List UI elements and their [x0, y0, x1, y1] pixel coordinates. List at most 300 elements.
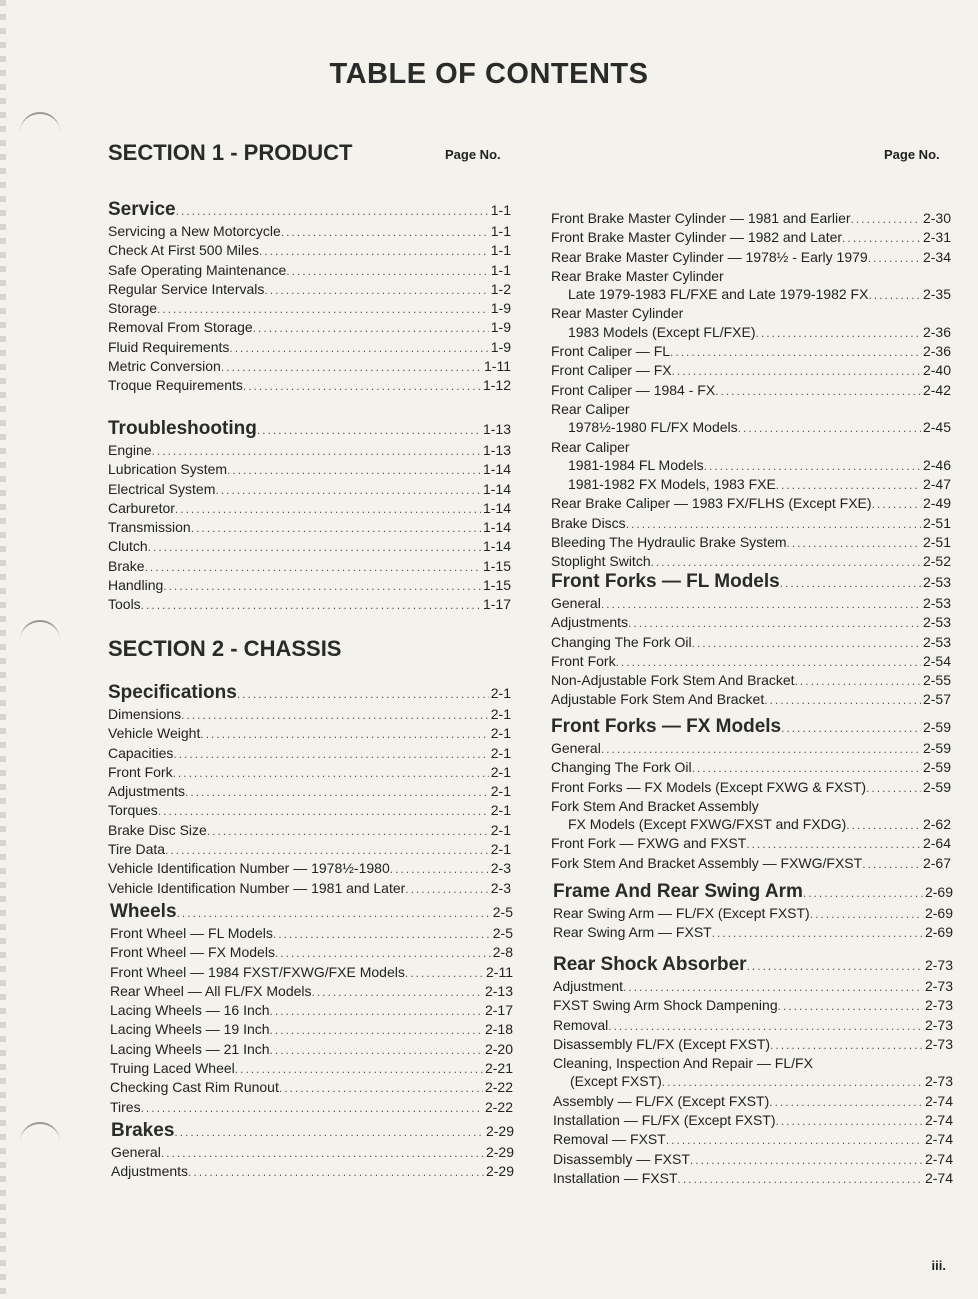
toc-page-number: 2-21: [484, 1060, 513, 1077]
toc-entry-label: Regular Service Intervals: [108, 280, 265, 297]
toc-entry-label: Brake Disc Size: [108, 821, 207, 838]
dot-leader: [185, 783, 489, 801]
toc-entry: [108, 557, 511, 576]
toc-entry: [110, 982, 513, 1001]
dot-leader: [227, 461, 481, 479]
toc-page-number: 2-59: [922, 778, 951, 795]
toc-entry-label: Front Brake Master Cylinder — 1982 and Later: [551, 229, 843, 246]
toc-page-number: 2-69: [924, 905, 953, 921]
dot-leader: [738, 419, 921, 437]
toc-page-number: 1-13: [482, 442, 511, 458]
toc-entry: [108, 879, 511, 898]
group-brakes-continued: [551, 209, 951, 572]
toc-heading-entry: [551, 716, 951, 739]
toc-page-number: 2-73: [924, 1073, 953, 1090]
toc-page-number: 2-34: [922, 248, 951, 265]
dot-leader: [177, 902, 491, 924]
toc-entry-label: Truing Laced Wheel: [110, 1060, 235, 1077]
toc-entry-label: Vehicle Identification Number — 1978½-1980: [108, 860, 390, 877]
dot-leader: [257, 419, 481, 441]
toc-page-number: 2-53: [922, 574, 951, 590]
dot-leader: [764, 691, 921, 709]
dot-leader: [672, 362, 921, 380]
toc-entry-label: General: [111, 1144, 161, 1160]
toc-entry-label: Stoplight Switch: [551, 553, 651, 570]
dot-leader: [601, 740, 921, 758]
section-1-title: SECTION 1 - PRODUCT: [108, 140, 353, 165]
toc-entry: [108, 338, 511, 357]
toc-page-number: 1-15: [482, 557, 511, 574]
dot-leader: [273, 925, 491, 943]
toc-page-number: 2-8: [492, 944, 513, 961]
toc-entry-label: FXST Swing Arm Shock Dampening: [553, 997, 778, 1014]
toc-entry: [108, 840, 511, 859]
toc-entry-label: Carburetor: [108, 499, 175, 516]
dot-leader: [275, 944, 491, 962]
toc-entry: [108, 821, 511, 840]
toc-page-number: 2-42: [922, 381, 951, 398]
toc-page-number: 1-1: [490, 261, 511, 278]
toc-entry-label: Rear Master Cylinder: [551, 305, 684, 322]
toc-entry-label: Front Brake Master Cylinder — 1981 and Earlier: [551, 210, 851, 226]
page-number: iii.: [931, 1258, 946, 1273]
toc-entry-label: Check At First 500 Miles: [108, 242, 259, 259]
binder-hole: [20, 620, 60, 652]
dot-leader: [152, 442, 481, 460]
toc-entry-label: 1978½-1980 FL/FX Models: [568, 419, 738, 436]
toc-page-number: 1-12: [482, 377, 511, 394]
toc-entry-label: Rear Brake Master Cylinder — 1978½ - Early 1979: [551, 248, 868, 265]
toc-page-number: 2-17: [484, 1002, 513, 1019]
toc-page-number: 2-11: [486, 963, 513, 980]
toc-entry-label: Non-Adjustable Fork Stem And Bracket: [551, 672, 795, 689]
dot-leader: [776, 476, 921, 494]
toc-entry: [108, 376, 511, 395]
dot-leader: [623, 978, 923, 996]
toc-page-number: 2-46: [922, 456, 951, 473]
toc-entry-label: Fork Stem And Bracket Assembly — FXWG/FXST: [551, 854, 863, 871]
toc-page-number: 2-3: [490, 860, 511, 877]
toc-entry: [108, 499, 511, 518]
toc-page-number: 2-1: [490, 725, 511, 742]
dot-leader: [279, 1079, 483, 1097]
toc-entry: [553, 904, 953, 923]
toc-entry: [110, 1059, 513, 1078]
toc-page-number: 2-5: [492, 904, 513, 920]
toc-entry: [110, 924, 513, 943]
toc-entry-label: Late 1979-1983 FL/FXE and Late 1979-1982 FX: [568, 286, 869, 303]
dot-leader: [173, 745, 488, 763]
toc-page-number: 2-1: [490, 783, 511, 800]
toc-page-number: 2-22: [484, 1079, 513, 1096]
toc-entry: [551, 456, 951, 475]
toc-page-number: 2-1: [490, 763, 511, 780]
dot-leader: [746, 835, 921, 853]
toc-entry-label: Servicing a New Motorcycle: [108, 223, 281, 239]
group-troubleshooting: [108, 418, 511, 615]
toc-entry-label: Lacing Wheels — 19 Inch: [110, 1021, 270, 1038]
toc-page-number: 2-1: [490, 706, 511, 722]
toc-entry-label: Front Forks — FX Models (Except FXWG & FXST): [551, 778, 867, 795]
toc-entry-label: Vehicle Identification Number — 1981 and Later: [108, 879, 406, 896]
dot-leader: [862, 855, 921, 873]
dot-leader: [692, 759, 921, 777]
dot-leader: [221, 358, 482, 376]
dot-leader: [776, 1112, 923, 1130]
toc-entry-label: Adjustable Fork Stem And Bracket: [551, 691, 765, 708]
dot-leader: [692, 634, 921, 652]
toc-page-number: 2-29: [485, 1123, 514, 1139]
toc-entry: [551, 778, 951, 797]
dot-leader: [868, 249, 921, 267]
dot-leader: [229, 339, 488, 357]
dot-leader: [795, 672, 921, 690]
toc-entry-label: Checking Cast Rim Runout: [110, 1079, 279, 1096]
toc-page-number: 2-53: [922, 614, 951, 631]
toc-entry: [553, 1054, 953, 1072]
toc-page-number: 2-1: [490, 802, 511, 819]
toc-entry: [551, 438, 951, 456]
toc-entry: [551, 690, 951, 709]
toc-entry-label: Troque Requirements: [108, 377, 243, 394]
toc-entry-label: Rear Caliper: [551, 438, 630, 455]
toc-page-number: 2-62: [922, 816, 951, 833]
toc-page-number: 2-30: [922, 210, 951, 226]
toc-page-number: 2-51: [922, 514, 951, 531]
dot-leader: [747, 955, 923, 977]
toc-entry: [551, 418, 951, 437]
dot-leader: [670, 343, 921, 361]
toc-entry: [108, 299, 511, 318]
toc-page-number: 2-73: [924, 997, 953, 1014]
toc-entry-label: Changing The Fork Oil: [551, 633, 692, 650]
toc-heading-label: Rear Shock Absorber: [553, 954, 747, 975]
dot-leader: [163, 577, 481, 595]
toc-entry-label: Capacities: [108, 744, 174, 761]
toc-entry-label: Rear Swing Arm — FXST: [553, 924, 712, 941]
dot-leader: [270, 1041, 483, 1059]
toc-entry-label: Adjustments: [111, 1163, 189, 1180]
dot-leader: [651, 553, 921, 571]
toc-page-number: 2-73: [924, 1016, 953, 1033]
toc-page-number: 2-69: [924, 884, 953, 900]
dot-leader: [405, 964, 484, 982]
toc-entry: [553, 977, 953, 996]
toc-page-number: 2-20: [484, 1040, 513, 1057]
toc-page-number: 1-13: [482, 421, 511, 437]
toc-entry: [110, 963, 513, 982]
toc-page-number: 2-59: [922, 740, 951, 756]
toc-entry: [108, 460, 511, 479]
group-front-forks-fx: [551, 716, 951, 873]
binder-hole: [20, 112, 60, 144]
toc-page-number: 1-1: [490, 202, 511, 218]
toc-entry-label: Front Caliper — FL: [551, 343, 671, 360]
toc-page-number: 1-9: [490, 300, 511, 317]
toc-entry: [551, 400, 951, 418]
toc-entry-label: Disassembly — FXST: [553, 1150, 690, 1167]
toc-entry: [108, 357, 511, 376]
toc-page-number: 2-74: [924, 1131, 953, 1148]
toc-page-number: 2-47: [922, 476, 951, 493]
toc-entry: [551, 323, 951, 342]
page-no-header-left: Page No.: [445, 147, 501, 162]
toc-page-number: 2-73: [924, 1035, 953, 1052]
toc-heading-entry: [108, 682, 511, 705]
toc-entry-label: Changing The Fork Oil: [551, 759, 692, 776]
toc-entry-label: Rear Brake Caliper — 1983 FX/FLHS (Except FXE): [551, 495, 872, 512]
toc-entry: [108, 518, 511, 537]
toc-entry: [108, 537, 511, 556]
dot-leader: [237, 683, 489, 705]
toc-entry-label: Removal: [553, 1016, 609, 1033]
toc-page-number: 2-1: [490, 841, 511, 858]
toc-page-number: 2-40: [922, 362, 951, 379]
toc-page-number: 2-67: [922, 854, 951, 871]
toc-entry-label: Clutch: [108, 538, 148, 555]
toc-entry-label: Adjustments: [551, 614, 629, 631]
dot-leader: [270, 1021, 483, 1039]
toc-page-number: 2-73: [924, 978, 953, 994]
toc-entry: [108, 576, 511, 595]
toc-entry: [108, 280, 511, 299]
toc-entry-label: Front Fork: [108, 763, 173, 780]
toc-entry: [111, 1162, 514, 1181]
toc-entry-label: General: [551, 740, 601, 756]
dot-leader: [616, 653, 921, 671]
toc-entry: [108, 782, 511, 801]
toc-page-number: 2-1: [490, 744, 511, 761]
toc-heading-entry: [553, 954, 953, 977]
toc-entry: [551, 594, 951, 613]
dot-leader: [286, 262, 489, 280]
toc-entry: [110, 943, 513, 962]
dot-leader: [141, 1099, 483, 1117]
group-frame-swing-arm: [553, 881, 953, 943]
toc-entry-label: Front Fork: [551, 652, 616, 669]
toc-entry-label: Front Caliper — 1984 - FX: [551, 381, 716, 398]
toc-page-number: 2-22: [484, 1098, 513, 1115]
toc-entry-label: Removal From Storage: [108, 319, 253, 336]
toc-entry-label: General: [551, 595, 601, 611]
dot-leader: [175, 500, 481, 518]
toc-heading-entry: [110, 901, 513, 924]
dot-leader: [787, 534, 921, 552]
toc-page-number: 2-36: [922, 343, 951, 360]
toc-page-number: 2-73: [924, 957, 953, 973]
toc-entry: [108, 724, 511, 743]
toc-entry: [110, 1020, 513, 1039]
group-rear-shock: [553, 954, 953, 1188]
toc-entry: [110, 1040, 513, 1059]
toc-entry-label: Electrical System: [108, 480, 216, 497]
toc-entry: [551, 381, 951, 400]
toc-entry-label: Dimensions: [108, 706, 182, 722]
toc-page-number: 2-45: [922, 419, 951, 436]
toc-page-number: 2-74: [924, 1150, 953, 1167]
toc-page-number: 2-3: [490, 879, 511, 896]
dot-leader: [259, 242, 489, 260]
toc-entry: [551, 613, 951, 632]
dot-leader: [161, 1144, 484, 1162]
toc-entry: [551, 633, 951, 652]
dot-leader: [243, 377, 481, 395]
toc-page-number: 2-74: [924, 1112, 953, 1129]
toc-page-number: 2-53: [922, 595, 951, 611]
toc-entry-label: Transmission: [108, 519, 191, 536]
toc-heading-label: Troubleshooting: [108, 418, 257, 439]
dot-leader: [780, 572, 921, 594]
toc-entry-label: (Except FXST): [570, 1073, 662, 1090]
toc-entry-label: Brake Discs: [551, 514, 626, 531]
dot-leader: [868, 286, 921, 304]
dot-leader: [770, 1036, 923, 1054]
toc-entry-label: Front Wheel — 1984 FXST/FXWG/FXE Models: [110, 963, 405, 980]
toc-page-number: 1-1: [490, 242, 511, 259]
toc-entry-label: Installation — FL/FX (Except FXST): [553, 1112, 776, 1129]
toc-entry: [108, 744, 511, 763]
toc-entry-label: Engine: [108, 442, 152, 458]
toc-heading-label: Frame And Rear Swing Arm: [553, 881, 803, 902]
toc-entry-label: Tire Data: [108, 841, 166, 858]
toc-entry-label: Fork Stem And Bracket Assembly: [551, 797, 759, 814]
dot-leader: [608, 1017, 923, 1035]
toc-entry-label: Rear Caliper: [551, 400, 630, 417]
section-2-title: SECTION 2 - CHASSIS: [108, 636, 342, 661]
dot-leader: [188, 1163, 484, 1181]
dot-leader: [176, 200, 489, 222]
toc-entry: [553, 1072, 953, 1091]
toc-entry: [551, 304, 951, 322]
toc-entry-label: Lubrication System: [108, 461, 228, 478]
dot-leader: [141, 596, 481, 614]
toc-page-number: 2-31: [922, 229, 951, 246]
toc-entry: [551, 228, 951, 247]
toc-entry-label: Storage: [108, 300, 158, 317]
toc-entry: [111, 1143, 514, 1162]
toc-heading-label: Specifications: [108, 682, 237, 703]
toc-page-number: 2-29: [485, 1144, 514, 1160]
toc-entry: [553, 1150, 953, 1169]
toc-entry: [108, 261, 511, 280]
toc-entry: [553, 1130, 953, 1149]
toc-page-number: 1-14: [482, 461, 511, 478]
dot-leader: [181, 706, 489, 724]
toc-page-number: 2-29: [485, 1163, 514, 1180]
toc-entry: [551, 209, 951, 228]
binder-hole: [20, 1122, 60, 1154]
toc-entry: [551, 285, 951, 304]
dot-leader: [756, 324, 921, 342]
dot-leader: [215, 481, 481, 499]
toc-heading-entry: [108, 418, 511, 441]
toc-page-number: 2-13: [484, 982, 513, 999]
toc-page-number: 1-14: [482, 499, 511, 516]
toc-page-number: 2-36: [922, 323, 951, 340]
dot-leader: [235, 1060, 483, 1078]
dot-leader: [281, 223, 489, 241]
dot-leader: [769, 1093, 923, 1111]
dot-leader: [405, 880, 488, 898]
toc-entry-label: Fluid Requirements: [108, 338, 230, 355]
toc-heading-entry: [108, 199, 511, 222]
toc-entry: [110, 1001, 513, 1020]
toc-page-number: 1-14: [482, 538, 511, 555]
dot-leader: [628, 614, 921, 632]
dot-leader: [173, 764, 489, 782]
toc-entry-label: Handling: [108, 577, 164, 594]
dot-leader: [678, 1170, 923, 1188]
group-service: [108, 199, 511, 396]
toc-entry-label: Installation — FXST: [553, 1169, 678, 1186]
dot-leader: [158, 802, 489, 820]
toc-page-number: 2-74: [924, 1169, 953, 1186]
toc-entry-label: Removal — FXST: [553, 1131, 666, 1148]
toc-entry: [551, 834, 951, 853]
toc-page-number: 2-1: [490, 821, 511, 838]
toc-entry-label: Lacing Wheels — 16 Inch: [110, 1002, 270, 1019]
toc-page-number: 2-51: [922, 534, 951, 551]
dot-leader: [810, 905, 923, 923]
dot-leader: [778, 997, 923, 1015]
dot-leader: [191, 519, 481, 537]
toc-page-number: 2-59: [922, 719, 951, 735]
toc-page-number: 2-64: [922, 835, 951, 852]
toc-entry-label: 1981-1984 FL Models: [568, 456, 704, 473]
toc-entry: [551, 514, 951, 533]
toc-entry-label: Front Fork — FXWG and FXST: [551, 835, 747, 852]
toc-page-number: 2-52: [922, 553, 951, 570]
toc-entry-label: Rear Brake Master Cylinder: [551, 267, 724, 284]
toc-page-number: 1-11: [484, 358, 511, 375]
toc-page-number: 2-49: [922, 495, 951, 512]
toc-entry: [551, 739, 951, 758]
toc-entry: [551, 815, 951, 834]
toc-entry: [108, 480, 511, 499]
toc-entry-label: Vehicle Weight: [108, 725, 201, 742]
toc-entry-label: 1983 Models (Except FL/FXE): [568, 323, 756, 340]
dot-leader: [662, 1073, 923, 1091]
toc-entry: [108, 441, 511, 460]
dot-leader: [200, 725, 488, 743]
toc-heading-label: Front Forks — FX Models: [551, 716, 782, 737]
toc-entry: [551, 494, 951, 513]
toc-page-number: 2-74: [924, 1092, 953, 1109]
dot-leader: [270, 1002, 483, 1020]
group-specifications: [108, 682, 511, 898]
toc-entry: [108, 241, 511, 260]
toc-entry: [551, 652, 951, 671]
toc-page-number: 1-15: [482, 577, 511, 594]
dot-leader: [253, 319, 489, 337]
toc-entry: [110, 1078, 513, 1097]
toc-page-number: 2-57: [922, 691, 951, 708]
toc-entry: [108, 222, 511, 241]
toc-entry: [553, 1169, 953, 1188]
toc-page-number: 1-9: [490, 338, 511, 355]
toc-entry-label: Front Caliper — FX: [551, 362, 672, 379]
dot-leader: [626, 515, 921, 533]
toc-page-number: 2-5: [492, 925, 513, 941]
toc-entry: [551, 361, 951, 380]
toc-page-number: 2-18: [484, 1021, 513, 1038]
toc-entry-label: Metric Conversion: [108, 358, 221, 375]
toc-entry-label: Bleeding The Hydraulic Brake System: [551, 534, 787, 551]
toc-heading-entry: [553, 881, 953, 904]
dot-leader: [712, 924, 923, 942]
toc-entry: [553, 1092, 953, 1111]
toc-entry: [553, 1016, 953, 1035]
